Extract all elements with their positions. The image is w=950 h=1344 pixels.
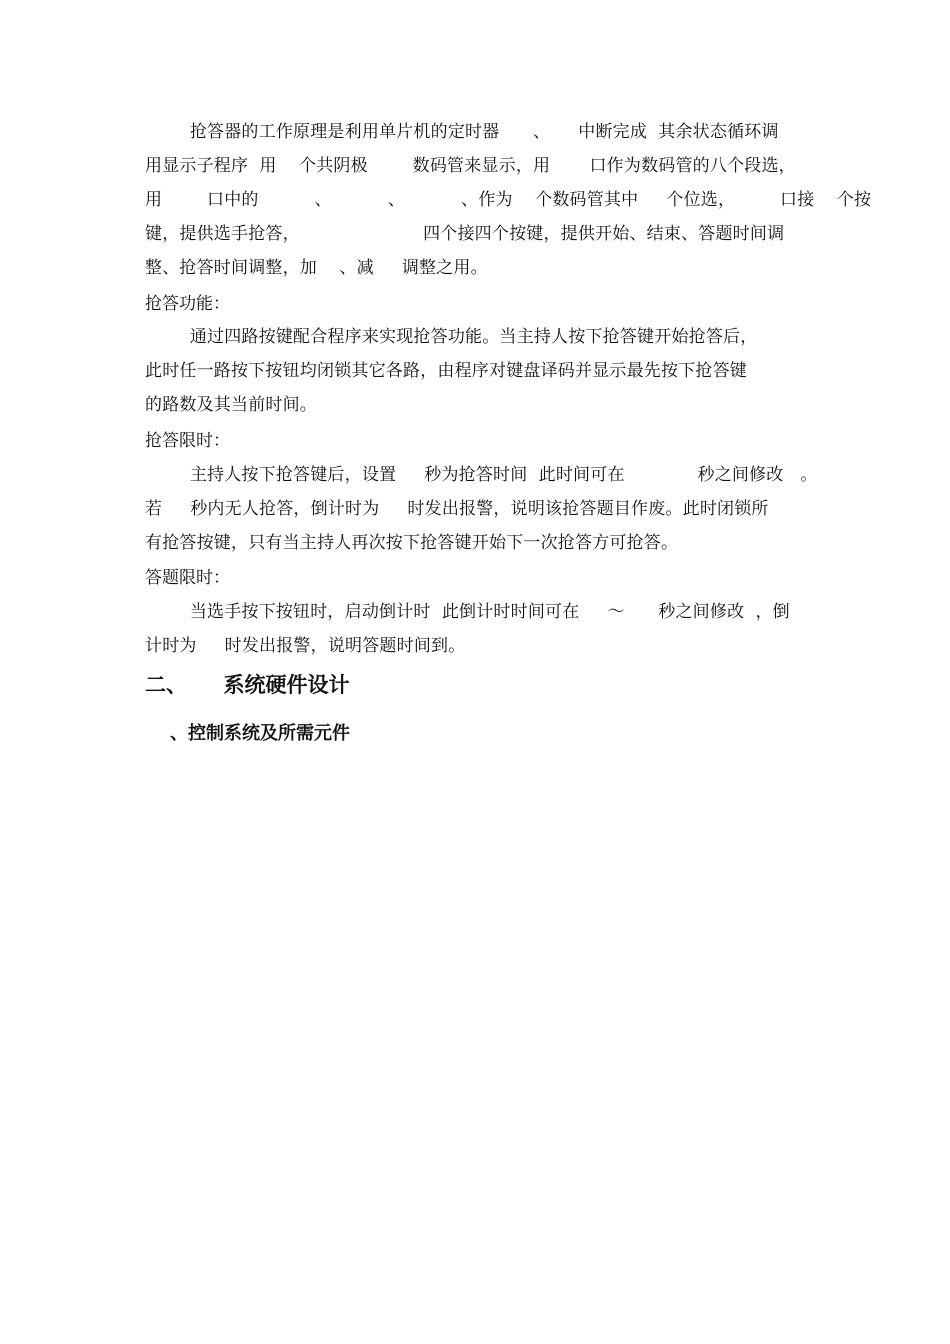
intro-line: 整、抢答时间调整，加 、减 调整之用。 bbox=[145, 258, 488, 278]
feature-line: 主持人按下抢答键后，设置 秒为抢答时间 此时间可在 秒之间修改 。 bbox=[145, 465, 818, 485]
feature-line: 计时为 时发出报警，说明答题时间到。 bbox=[145, 636, 466, 656]
feature-paragraph-answer-limit bbox=[145, 595, 807, 663]
feature-line: 有抢答按键，只有当主持人再次按下抢答键开始下一次抢答方可抢答。 bbox=[145, 533, 679, 553]
intro-line: 抢答器的工作原理是利用单片机的定时器 、 中断完成 其余状态循环调 bbox=[145, 122, 779, 142]
section-heading: 二、 系统硬件设计 bbox=[145, 673, 350, 697]
feature-paragraph-qiangda-limit bbox=[145, 458, 818, 560]
feature-line: 此时任一路按下按钮均闭锁其它各路，由程序对键盘译码并显示最先按下抢答键 bbox=[145, 361, 747, 381]
feature-line: 的路数及其当前时间。 bbox=[145, 395, 317, 415]
feature-label-qiangda: 抢答功能： bbox=[145, 294, 230, 314]
feature-line: 通过四路按键配合程序来实现抢答功能。当主持人按下抢答键开始抢答后， bbox=[145, 327, 758, 347]
sub-heading: 、控制系统及所需元件 bbox=[170, 723, 350, 744]
intro-paragraph bbox=[145, 115, 872, 285]
feature-label-qiangda-limit: 抢答限时： bbox=[145, 431, 230, 451]
intro-line: 用显示子程序 用 个共阴极 数码管来显示，用 口作为数码管的八个段选， bbox=[145, 156, 796, 176]
intro-line: 用 口中的 、 、 、作为 个数码管其中 个位选， 口接 个按 bbox=[145, 190, 872, 210]
feature-paragraph-qiangda bbox=[145, 320, 807, 422]
feature-label-answer-limit: 答题限时： bbox=[145, 568, 230, 588]
intro-line: 键，提供选手抢答， 四个接四个按键，提供开始、结束、答题时间调 bbox=[145, 224, 785, 244]
feature-line: 若 秒内无人抢答，倒计时为 时发出报警，说明该抢答题目作废。此时闭锁所 bbox=[145, 499, 769, 519]
feature-line: 当选手按下按钮时，启动倒计时 此倒计时时间可在 ～ 秒之间修改 ，倒 bbox=[145, 602, 790, 622]
